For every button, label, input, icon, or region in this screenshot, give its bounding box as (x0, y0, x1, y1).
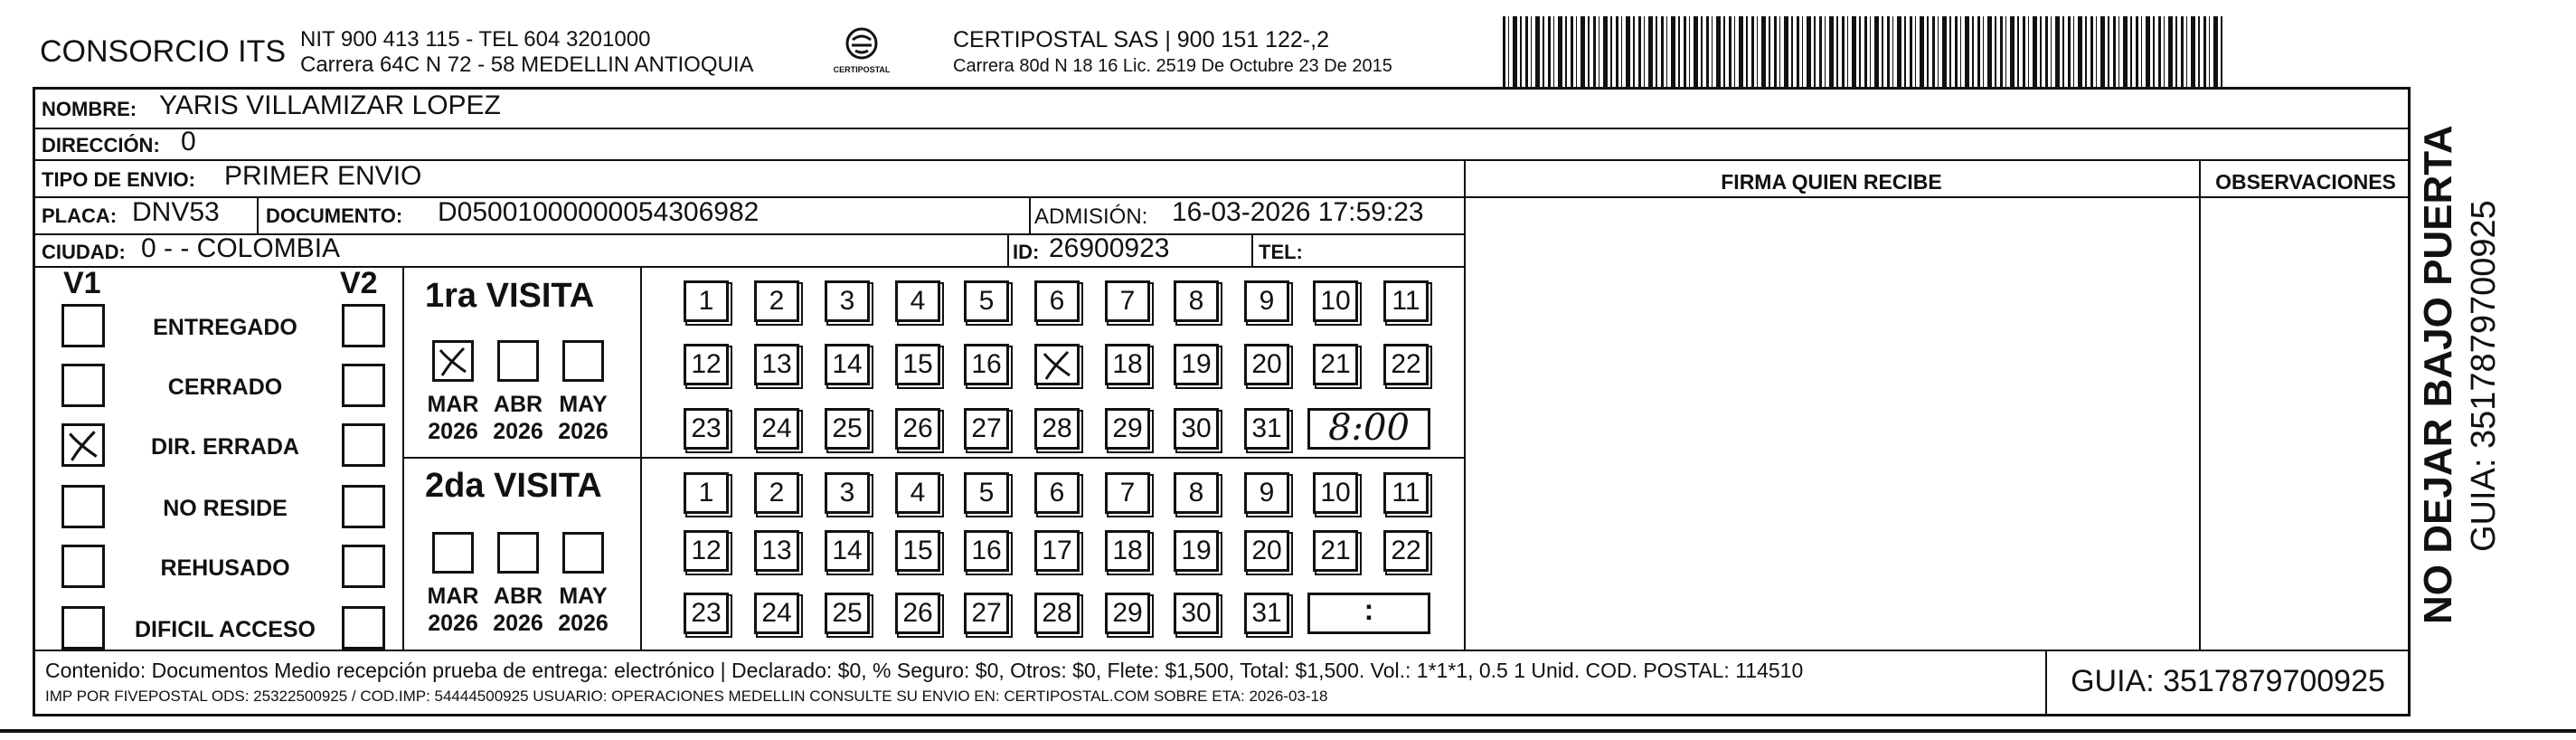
day-cell[interactable]: 10 (1313, 472, 1358, 514)
check-mark-icon (1037, 346, 1077, 383)
day-cell[interactable]: 26 (895, 408, 940, 450)
day-cell[interactable]: 12 (684, 530, 729, 572)
day-cell[interactable]: 4 (895, 280, 940, 322)
month-label: ABR (493, 392, 543, 417)
day-cell[interactable]: 9 (1244, 472, 1289, 514)
imp-text: IMP POR FIVEPOSTAL ODS: 25322500925 / COD.IMP: 54444500925 USUARIO: OPERACIONES MEDELLIN CONSULTE SU ENVIO EN: CERTIPOSTAL.COM SOBRE ETA: 2026-03-18 (45, 688, 1328, 705)
day-cell[interactable]: 8 (1174, 280, 1219, 322)
check-mark-icon (435, 343, 471, 379)
year-label: 2026 (558, 419, 609, 444)
id-label: ID: (1013, 241, 1040, 263)
month-label: MAR (427, 583, 479, 609)
day-cell[interactable]: 13 (754, 344, 799, 385)
day-cell[interactable]: 1 (684, 472, 729, 514)
day-cell[interactable]: 20 (1244, 344, 1289, 385)
status-label: DIFICIL ACCESO (134, 617, 316, 642)
day-cell[interactable]: 31 (1244, 408, 1289, 450)
v2-checkbox[interactable] (342, 485, 385, 528)
v2-header: V2 (340, 266, 378, 300)
month-checkbox[interactable] (432, 340, 474, 382)
day-cell[interactable]: 13 (754, 530, 799, 572)
company-name: CONSORCIO ITS (40, 34, 287, 69)
day-cell[interactable]: 8 (1174, 472, 1219, 514)
first-visit-title: 1ra VISITA (425, 277, 595, 315)
tel-label: TEL: (1259, 241, 1303, 263)
day-cell[interactable]: 29 (1105, 593, 1150, 634)
status-label: REHUSADO (160, 555, 290, 581)
day-cell[interactable]: 19 (1174, 530, 1219, 572)
guia-side: GUIA: 3517879700925 (2465, 200, 2503, 552)
v1-checkbox[interactable] (61, 423, 105, 467)
day-cell[interactable]: 21 (1313, 344, 1358, 385)
no-dejar-warning: NO DEJAR BAJO PUERTA (2416, 125, 2460, 624)
company-nit-tel: NIT 900 413 115 - TEL 604 3201000 (300, 27, 651, 52)
day-cell[interactable]: 2 (754, 280, 799, 322)
v1-checkbox[interactable] (61, 606, 105, 650)
v2-checkbox[interactable] (342, 304, 385, 347)
tipo-envio-label: TIPO DE ENVIO: (42, 168, 195, 191)
day-cell[interactable]: 10 (1313, 280, 1358, 322)
v2-checkbox[interactable] (342, 364, 385, 407)
direccion-label: DIRECCIÓN: (42, 134, 160, 157)
nombre-value: YARIS VILLAMIZAR LOPEZ (159, 90, 501, 120)
v1-checkbox[interactable] (61, 304, 105, 347)
year-label: 2026 (428, 611, 478, 636)
first-visit-time: 8:00 (1328, 407, 1410, 449)
day-cell[interactable]: 25 (825, 593, 870, 634)
day-cell[interactable]: 15 (895, 344, 940, 385)
contenido-text: Contenido: Documentos Medio recepción prueba de entrega: electrónico | Declarado: $0, % Seguro: $0, Otros: $0, Flete: $1,500, Total: $1,500. Vol.: 1*1*1, 0.5 1 Unid. COD. POSTAL: 114510 (45, 659, 1804, 682)
day-cell[interactable]: 2 (754, 472, 799, 514)
day-cell[interactable]: 30 (1174, 593, 1219, 634)
day-cell[interactable]: 21 (1313, 530, 1358, 572)
year-label: 2026 (493, 611, 543, 636)
day-cell[interactable]: 16 (964, 344, 1009, 385)
month-checkbox[interactable] (497, 340, 539, 382)
day-cell[interactable]: 26 (895, 593, 940, 634)
ciudad-label: CIUDAD: (42, 241, 126, 263)
status-label: NO RESIDE (163, 496, 288, 521)
day-cell[interactable]: 20 (1244, 530, 1289, 572)
day-cell[interactable]: 1 (684, 280, 729, 322)
documento-label: DOCUMENTO: (266, 204, 403, 227)
observaciones-header: OBSERVACIONES (2215, 170, 2396, 194)
day-cell[interactable]: 3 (825, 472, 870, 514)
carrier-license: Carrera 80d N 18 16 Lic. 2519 De Octubre 23 De 2015 (953, 56, 1392, 76)
v2-checkbox[interactable] (342, 423, 385, 467)
month-checkbox[interactable] (497, 532, 539, 574)
day-cell[interactable]: 24 (754, 408, 799, 450)
placa-value: DNV53 (132, 197, 220, 227)
placa-label: PLACA: (42, 204, 118, 227)
admision-label: ADMISIÓN: (1034, 204, 1148, 229)
day-cell[interactable]: 28 (1034, 593, 1080, 634)
status-label: DIR. ERRADA (151, 434, 299, 460)
day-cell[interactable]: 14 (825, 344, 870, 385)
month-checkbox[interactable] (432, 532, 474, 574)
guia-footer: GUIA: 3517879700925 (2071, 664, 2385, 698)
month-label: MAY (559, 583, 608, 609)
v2-checkbox[interactable] (342, 606, 385, 650)
v1-checkbox[interactable] (61, 485, 105, 528)
day-cell[interactable]: 5 (964, 472, 1009, 514)
day-cell[interactable]: 24 (754, 593, 799, 634)
day-cell[interactable]: 18 (1105, 530, 1150, 572)
v1-checkbox[interactable] (61, 364, 105, 407)
second-visit-title: 2da VISITA (425, 467, 602, 505)
observations-divider (2199, 159, 2201, 650)
signature-divider (1464, 159, 1466, 650)
day-cell[interactable]: 27 (964, 408, 1009, 450)
day-cell[interactable]: 6 (1034, 472, 1080, 514)
day-cell[interactable]: 25 (825, 408, 870, 450)
day-cell[interactable]: 7 (1105, 280, 1150, 322)
ciudad-value: 0 - - COLOMBIA (141, 233, 341, 263)
company-address: Carrera 64C N 72 - 58 MEDELLIN ANTIOQUIA (300, 52, 754, 77)
carrier-name: CERTIPOSTAL SAS | 900 151 122-,2 (953, 27, 1329, 52)
day-cell[interactable]: 3 (825, 280, 870, 322)
status-label: ENTREGADO (153, 315, 297, 340)
day-cell[interactable]: 30 (1174, 408, 1219, 450)
month-checkbox[interactable] (562, 532, 604, 574)
month-label: MAR (427, 392, 479, 417)
day-cell[interactable]: 9 (1244, 280, 1289, 322)
firma-header: FIRMA QUIEN RECIBE (1721, 170, 1942, 194)
month-label: MAY (559, 392, 608, 417)
check-mark-icon (64, 426, 102, 464)
day-cell[interactable]: 15 (895, 530, 940, 572)
documento-value: D05001000000054306982 (438, 197, 760, 227)
day-cell[interactable] (1034, 344, 1080, 385)
nombre-label: NOMBRE: (42, 98, 137, 120)
day-cell[interactable]: 28 (1034, 408, 1080, 450)
admision-value: 16-03-2026 17:59:23 (1172, 197, 1424, 227)
day-cell[interactable]: 27 (964, 593, 1009, 634)
day-cell[interactable]: 23 (684, 593, 729, 634)
v2-checkbox[interactable] (342, 545, 385, 588)
id-value: 26900923 (1049, 233, 1170, 263)
day-cell[interactable]: 12 (684, 344, 729, 385)
day-cell[interactable]: 31 (1244, 593, 1289, 634)
barcode (1503, 16, 2226, 89)
day-cell[interactable]: 22 (1383, 344, 1429, 385)
year-label: 2026 (558, 611, 609, 636)
v1-checkbox[interactable] (61, 545, 105, 588)
day-cell[interactable]: 17 (1034, 530, 1080, 572)
day-cell[interactable]: 11 (1383, 280, 1429, 322)
day-cell[interactable]: 4 (895, 472, 940, 514)
tipo-envio-value: PRIMER ENVIO (224, 161, 422, 191)
year-label: 2026 (428, 419, 478, 444)
day-cell[interactable]: 29 (1105, 408, 1150, 450)
month-checkbox[interactable] (562, 340, 604, 382)
v1-header: V1 (63, 266, 101, 300)
day-cell[interactable]: 5 (964, 280, 1009, 322)
day-cell[interactable]: 16 (964, 530, 1009, 572)
day-cell[interactable]: 7 (1105, 472, 1150, 514)
day-cell[interactable]: 6 (1034, 280, 1080, 322)
day-cell[interactable]: 19 (1174, 344, 1219, 385)
month-label: ABR (493, 583, 543, 609)
day-cell[interactable]: 23 (684, 408, 729, 450)
certipostal-logo: CERTIPOSTAL (830, 25, 893, 80)
day-cell[interactable]: 18 (1105, 344, 1150, 385)
second-visit-time: : (1363, 593, 1374, 626)
direccion-value: 0 (181, 127, 196, 157)
year-label: 2026 (493, 419, 543, 444)
day-cell[interactable]: 11 (1383, 472, 1429, 514)
status-label: CERRADO (167, 375, 283, 400)
day-cell[interactable]: 14 (825, 530, 870, 572)
day-cell[interactable]: 22 (1383, 530, 1429, 572)
